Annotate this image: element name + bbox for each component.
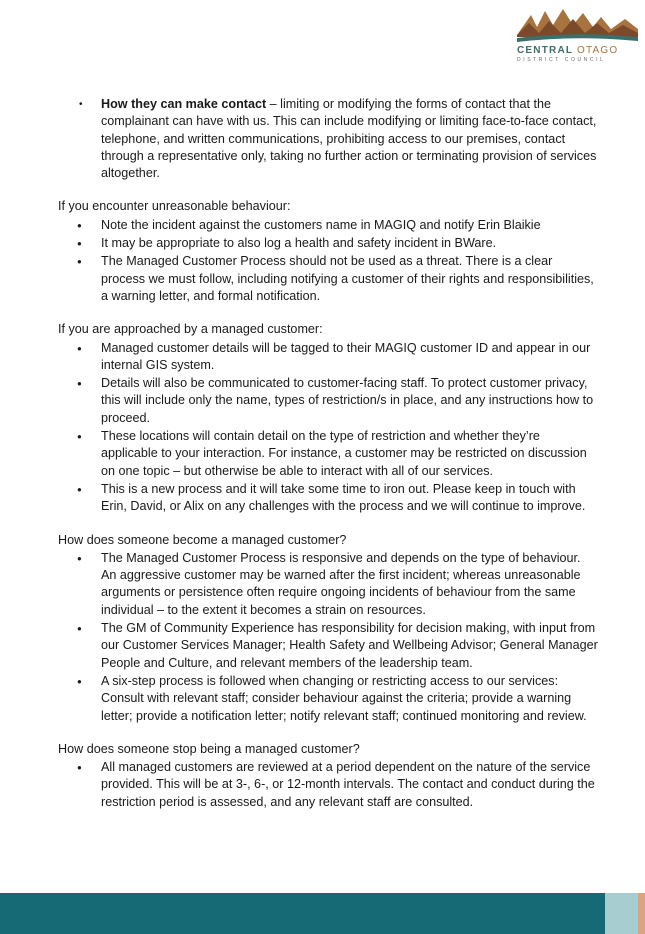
list-item — [58, 550, 598, 619]
mountain-logo-icon — [515, 5, 640, 45]
bullet-icon: ● — [77, 624, 82, 634]
section-heading: If you are approached by a managed customer: — [58, 322, 323, 337]
list-item — [58, 759, 598, 811]
bullet-icon: ● — [77, 379, 82, 389]
section-heading: How does someone stop being a managed customer? — [58, 741, 360, 756]
intro-list — [58, 96, 598, 182]
footer-accent-tan — [638, 893, 645, 934]
list-item — [58, 673, 598, 725]
bullet-list — [58, 340, 598, 516]
list-item — [58, 375, 598, 427]
bullet-icon: ● — [77, 484, 82, 494]
list-item — [58, 217, 598, 234]
logo-subtitle: DISTRICT COUNCIL — [517, 57, 606, 63]
bullet-icon: ● — [77, 220, 82, 230]
list-item-text: It may be appropriate to also log a health and safety incident in BWare. — [101, 236, 497, 251]
bullet-list — [58, 759, 598, 811]
section-heading: If you encounter unreasonable behaviour: — [58, 199, 291, 214]
list-item — [58, 96, 598, 182]
bullet-icon: ● — [77, 676, 82, 686]
list-item-text: All managed customers are reviewed at a period dependent on the nature of the service provided. This will be at 3-, 6-, or 12-month intervals. The contact and conduct during the restriction period is assessed, and any relevant staff are consulted. — [101, 760, 595, 809]
list-item-text: These locations will contain detail on the type of restriction and whether they’re applicable to your interaction. For instance, a customer may be restricted on discussion on one topic – but otherwise be able to interact with all of our services. — [101, 429, 587, 478]
list-item — [58, 253, 598, 305]
bullet-icon: ● — [77, 343, 82, 353]
bold-lead: How they can make contact — [101, 97, 267, 111]
bullet-icon: ● — [77, 239, 82, 249]
list-item-text: Note the incident against the customers name in MAGIQ and notify Erin Blaikie — [101, 217, 541, 232]
document-body — [58, 96, 598, 812]
list-item-text: – limiting or modifying the forms of contact that the complainant can have with us. This can include modifying or limiting face-to-face contact, telephone, and written communications, prohibiting access to our premises, contact through a representative only, taking no further action or terminating provision of services altogether. — [101, 97, 597, 181]
list-item-text: The Managed Customer Process is responsive and depends on the type of behaviour. An aggressive customer may be warned after the first incident; whereas unreasonable arguments or persistence often require ongoing incidents of behaviour from the same individual – to the extent it becomes a strain on resources. — [101, 550, 581, 617]
council-logo — [515, 5, 640, 63]
footer-accent-light — [605, 893, 638, 934]
sections-container — [58, 198, 598, 811]
bullet-icon: • — [79, 99, 83, 110]
list-item-text: A six-step process is followed when changing or restricting access to our services: Consult with relevant staff; consider behaviour against the criteria; provide a warning letter; provide a notification letter; notify relevant staff; continued monitoring and review. — [101, 673, 587, 723]
list-item — [58, 620, 598, 672]
bullet-icon: ● — [77, 257, 82, 267]
section-heading: How does someone become a managed customer? — [58, 532, 347, 547]
list-item-text: This is a new process and it will take some time to iron out. Please keep in touch with Erin, David, or Alix on any challenges with the process and we will continue to improve. — [101, 481, 586, 514]
bullet-icon: ● — [77, 432, 82, 442]
list-item-text: The GM of Community Experience has responsibility for decision making, with input from our Customer Services Manager; Health Safety and Wellbeing Advisor; General Manager People and Culture, and relevant members of the leadership team. — [101, 621, 598, 670]
list-item — [58, 481, 598, 516]
list-item — [58, 340, 598, 375]
list-item — [58, 235, 598, 252]
logo-wordmark: CENTRAL OTAGO — [517, 45, 619, 56]
bullet-list — [58, 550, 598, 725]
list-item — [58, 428, 598, 480]
bullet-icon: ● — [77, 763, 82, 773]
list-item-text: Details will also be communicated to customer-facing staff. To protect customer privacy, this will include only the name, types of restriction/s in place, and any instructions how to proceed. — [101, 376, 594, 425]
list-item-text: The Managed Customer Process should not be used as a threat. There is a clear process we must follow, including notifying a customer of their rights and responsibilities, a warning letter, and formal notification. — [101, 254, 594, 303]
list-item-text: Managed customer details will be tagged to their MAGIQ customer ID and appear in our internal GIS system. — [101, 340, 591, 372]
bullet-list — [58, 217, 598, 305]
footer-bar — [0, 893, 645, 934]
bullet-icon: ● — [77, 553, 82, 563]
